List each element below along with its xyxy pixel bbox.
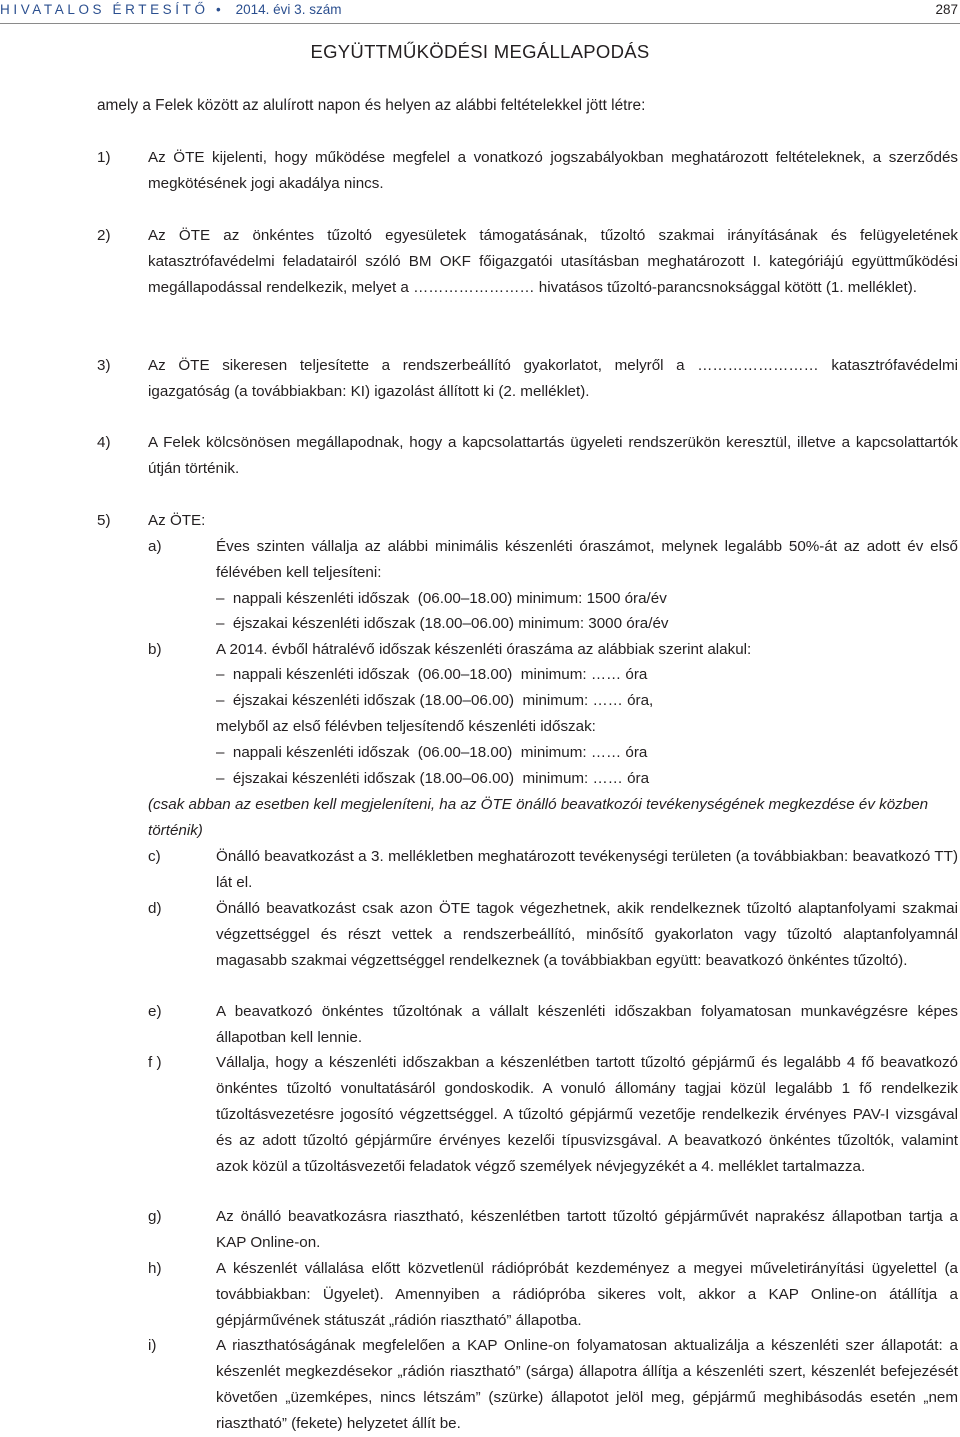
item-number: 3) bbox=[97, 357, 111, 374]
item-text: A Felek kölcsönösen megállapodnak, hogy a kapcsolattartás ügyeleti rendszerükön keresztül, illetve a kapcsolattartók útján történik. bbox=[148, 434, 958, 477]
issue-label: 2014. évi 3. szám bbox=[235, 2, 342, 17]
sub-text: A beavatkozó önkéntes tűzoltónak a vállalt készenléti időszakban folyamatosan munkavégzésre képes állapotban kell lennie. bbox=[216, 1003, 958, 1046]
sub-text: Önálló beavatkozást a 3. mellékletben meghatározott tevékenységi területen (a továbbiakban: beavatkozó TT) lát el. bbox=[216, 848, 958, 891]
sub-label: e) bbox=[148, 1003, 162, 1020]
item-text: Az ÖTE az önkéntes tűzoltó egyesületek támogatásának, tűzoltó szakmai irányításának és felügyeletének katasztrófavédelmi feladatairól szóló BM OKF főigazgatói utasításban meghatározott I. kategóriájú együttműködési megállapodással rendelkezik, melyet a …………………… hivatásos tűzoltó-parancsnoksággal kötött (1. melléklet). bbox=[148, 227, 958, 296]
publication-name: HIVATALOS ÉRTESÍTŐ bbox=[0, 2, 209, 17]
dash-line: – nappali készenléti időszak (06.00–18.00) minimum: 1500 óra/év bbox=[216, 590, 667, 607]
sub-label: i) bbox=[148, 1337, 157, 1354]
item-text: Az ÖTE: bbox=[148, 512, 206, 529]
sub-item-b bbox=[148, 637, 958, 663]
list-item bbox=[97, 508, 958, 534]
document-title: EGYÜTTMŰKÖDÉSI MEGÁLLAPODÁS bbox=[310, 41, 650, 62]
sub-text: Önálló beavatkozást csak azon ÖTE tagok végezhetnek, akik rendelkeznek tűzoltó alaptanfolyami szakmai végzettséggel és részt vettek a rendszerbeállító, minősítő gyakorlaton vagy tűzoltó alaptanfolyamnál magasabb szakmai végzettséggel rendelkeznek (a továbbiakban együtt: beavatkozó önkéntes tűzoltó). bbox=[216, 900, 958, 969]
sub-item-e bbox=[148, 999, 958, 1051]
page-header bbox=[0, 2, 960, 22]
sub-text: A 2014. évből hátralévő időszak készenléti óraszáma az alábbiak szerint alakul: bbox=[216, 641, 752, 658]
sub-text: Az önálló beavatkozásra riasztható, készenlétben tartott tűzoltó gépjárművét naprakész állapotban tartja a KAP Online-on. bbox=[216, 1208, 958, 1251]
item-text: Az ÖTE sikeresen teljesítette a rendszerbeállító gyakorlatot, melyről a …………………… katasztrófavédelmi igazgatóság (a továbbiakban: KI) igazolást állított ki (2. melléklet). bbox=[148, 357, 958, 400]
sub-label: h) bbox=[148, 1260, 162, 1277]
sub-label: c) bbox=[148, 848, 161, 865]
header-left bbox=[0, 2, 341, 17]
page-number: 287 bbox=[935, 2, 958, 17]
dash-line: – éjszakai készenléti időszak (18.00–06.00) minimum: …… óra bbox=[216, 770, 650, 787]
sub-label: b) bbox=[148, 641, 162, 658]
sub-text: A készenlét vállalása előtt közvetlenül rádiópróbát kezdeményez a megyei műveletirányítási ügyelettel (a továbbiakban: Ügyelet). Amennyiben a rádiópróba sikeres volt, akkor a KAP Online-on átállítja a gépjárművének státuszát „rádión riasztható” állapotba. bbox=[216, 1260, 958, 1329]
header-separator: • bbox=[215, 2, 225, 17]
list-item bbox=[97, 223, 958, 301]
item-number: 5) bbox=[97, 512, 111, 529]
item-number: 2) bbox=[97, 227, 111, 244]
dash-line: – éjszakai készenléti időszak (18.00–06.00) minimum: 3000 óra/év bbox=[216, 615, 669, 632]
sub-text: Vállalja, hogy a készenléti időszakban a készenlétben tartott tűzoltó gépjármű és legalább 4 fő beavatkozó önkéntes tűzoltó vonultatásáról gondoskodik. A vonuló állomány tagjai közül legalább 1 fő rendelkezik tűzoltásvezetésre jogosító végzettséggel. A tűzoltó gépjármű vezetője rendelkezik érvényes PAV-I vizsgával és az adott tűzoltó gépjárműre érvényes kezelői típusvizsgával. A beavatkozó önkéntes tűzoltók, valamint azok közül a tűzoltásvezetői feladatok végző személyek névjegyzékét a 4. melléklet tartalmazza. bbox=[216, 1054, 958, 1175]
sub-label: f ) bbox=[148, 1054, 162, 1071]
sub-text: Éves szinten vállalja az alábbi minimális készenléti óraszámot, melynek legalább 50%-át az adott év első félévében kell teljesíteni: bbox=[216, 538, 958, 581]
sub-item-c bbox=[148, 844, 958, 896]
item-text: Az ÖTE kijelenti, hogy működése megfelel a vonatkozó jogszabályokban meghatározott feltételeknek, a szerződés megkötésének jogi akadálya nincs. bbox=[148, 149, 958, 192]
sub-label: d) bbox=[148, 900, 162, 917]
sub-label: g) bbox=[148, 1208, 162, 1225]
sub-item-d bbox=[148, 896, 958, 974]
sub-text: A riaszthatóságának megfelelően a KAP Online-on folyamatosan aktualizálja a készenléti szer állapotát: a készenlét megkezdésekor „rádión riasztható” (sárga) állapotra állítja a készenléti szert, készenlét befejezését követően „üzemképes, nincs létszám” (szürke) állapotot jelöl meg, gépjármű meghibásodás esetén „nem riasztható” (fekete) helyzetet állít be. bbox=[216, 1337, 958, 1432]
italic-note: (csak abban az esetben kell megjeleníteni, ha az ÖTE önálló beavatkozói tevékenységének megkezdése év közben történik) bbox=[148, 796, 929, 839]
header-divider bbox=[0, 23, 960, 24]
item-number: 4) bbox=[97, 434, 111, 451]
item-number: 1) bbox=[97, 149, 111, 166]
list-item bbox=[97, 353, 958, 405]
sub-item-g bbox=[148, 1204, 958, 1256]
intro-paragraph: amely a Felek között az alulírott napon és helyen az alábbi feltételekkel jött létre: bbox=[97, 97, 646, 114]
list-item bbox=[97, 145, 958, 197]
italic-note-block bbox=[148, 792, 958, 844]
sub-item-a bbox=[148, 534, 958, 586]
sub-item-f bbox=[148, 1050, 958, 1180]
sub-item-i bbox=[148, 1333, 958, 1437]
dash-line: – éjszakai készenléti időszak (18.00–06.00) minimum: …… óra, bbox=[216, 692, 654, 709]
sub-label: a) bbox=[148, 538, 162, 555]
dash-line: – nappali készenléti időszak (06.00–18.00) minimum: …… óra bbox=[216, 744, 648, 761]
dash-line: – nappali készenléti időszak (06.00–18.00) minimum: …… óra bbox=[216, 666, 648, 683]
list-item bbox=[97, 430, 958, 482]
sub-item-h bbox=[148, 1256, 958, 1334]
sub-b-continuation: melyből az első félévben teljesítendő készenléti időszak: bbox=[216, 718, 596, 735]
